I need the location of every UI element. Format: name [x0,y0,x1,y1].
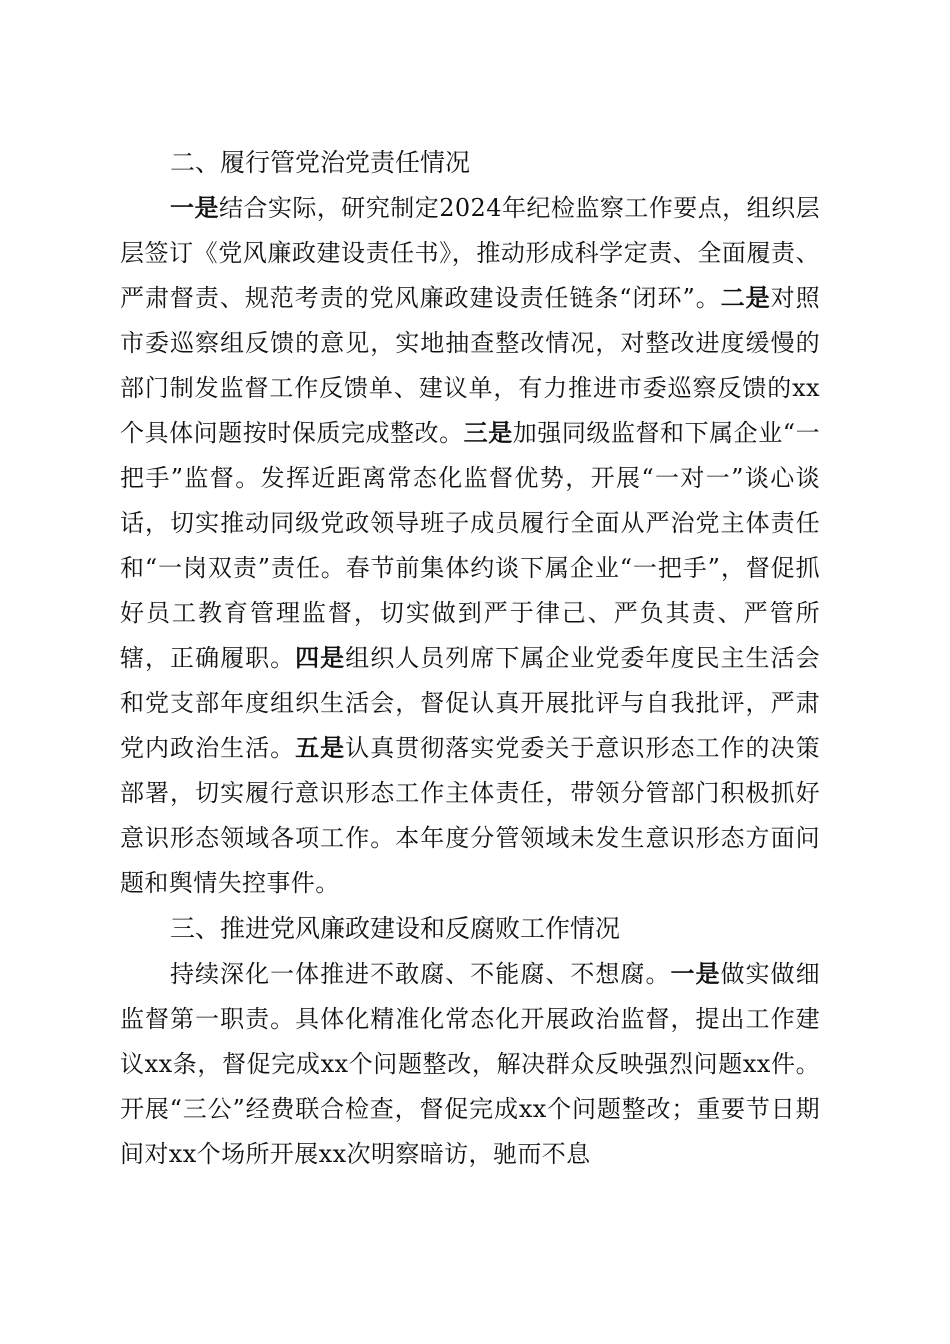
item-lead: 二是 [720,284,771,312]
item-lead: 五是 [295,734,346,762]
item-lead: 一是 [170,194,219,222]
item-lead: 四是 [295,644,346,672]
section-heading-3: 三、推进党风廉政建设和反腐败工作情况 [170,914,621,943]
item-lead: 一是 [670,960,721,988]
section-heading-2: 二、履行管党治党责任情况 [170,148,471,177]
section-2-paragraph [120,186,820,906]
item-lead: 三是 [463,419,513,447]
item-text: 组织人员列席下属企业党委年度民主生活会和党支部年度组织生活会，督促认真开展批评与自我批评，严肃党内政治生活。 [120,644,820,762]
section-3-paragraph [120,952,820,1177]
item-text: 结合实际，研究制定2024年纪检监察工作要点，组织层层签订《党风廉政建设责任书》，推动形成科学定责、全面履责、严肃督责、规范考责的党风廉政建设责任链条“闭环”。 [120,194,820,312]
section-3-intro: 持续深化一体推进不敢腐、不能腐、不想腐。 [170,960,671,988]
item-text: 认真贯彻落实党委关于意识形态工作的决策部署，切实履行意识形态工作主体责任，带领分管部门积极抓好意识形态领域各项工作。本年度分管领域未发生意识形态方面问题和舆情失控事件。 [120,734,820,897]
item-text: 加强同级监督和下属企业“一把手”监督。发挥近距离常态化监督优势，开展“一对一”谈心谈话，切实推动同级党政领导班子成员履行全面从严治党主体责任和“一岗双责”责任。春节前集体约谈下属企业“一把手”，督促抓好员工教育管理监督，切实做到严于律己、严负其责、严管所辖，正确履职。 [120,419,820,672]
item-text: 对照市委巡察组反馈的意见，实地抽查整改情况，对整改进度缓慢的部门制发监督工作反馈单、建议单，有力推进市委巡察反馈的xx个具体问题按时保质完成整改。 [120,284,820,447]
document-body [120,140,820,1177]
item-text: 做实做细监督第一职责。具体化精准化常态化开展政治监督，提出工作建议xx条，督促完成xx个问题整改，解决群众反映强烈问题xx件。开展“三公”经费联合检查，督促完成xx个问题整改；重要节日期间对xx个场所开展xx次明察暗访，驰而不息 [120,960,820,1168]
